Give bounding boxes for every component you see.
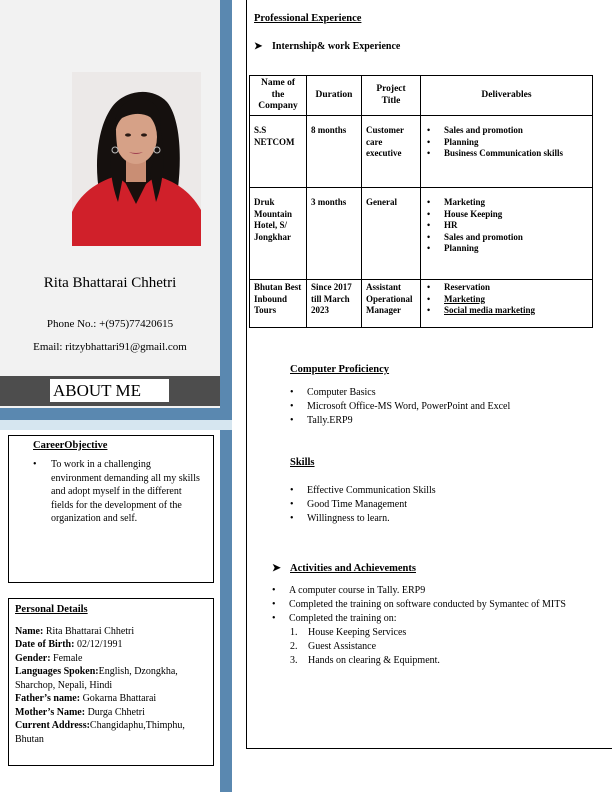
career-objective-text: • To work in a challenging environment demanding all my skills and adopt myself in the different fields for the development of the organization and self. bbox=[33, 458, 203, 526]
personal-row-address: Current Address:Changidaphu,Thimphu, Bhutan bbox=[15, 720, 185, 745]
career-objective-title: CareerObjective bbox=[33, 440, 108, 451]
deliverables-cell bbox=[421, 116, 593, 188]
about-me-heading: ABOUT ME bbox=[50, 379, 169, 402]
training-sublist bbox=[272, 626, 440, 668]
header-deliverables: Deliverables bbox=[421, 76, 593, 116]
table-row bbox=[250, 188, 593, 280]
deliverable-item: • Planning bbox=[439, 137, 588, 149]
list-item: 1. House Keeping Services bbox=[290, 627, 407, 638]
personal-row-father: Father’s name: Gokarna Bhattarai bbox=[15, 693, 157, 704]
list-item: 3. Hands on clearing & Equipment. bbox=[290, 655, 440, 666]
project-cell: Assistant Operational Manager bbox=[362, 280, 421, 328]
table-row bbox=[250, 280, 593, 328]
table-header-row bbox=[250, 76, 593, 116]
project-cell: General bbox=[362, 188, 421, 280]
deliverable-item: • Reservation bbox=[439, 282, 588, 294]
skills-list bbox=[290, 484, 436, 526]
list-item: 2. Guest Assistance bbox=[290, 641, 377, 652]
company-cell: Druk Mountain Hotel, S/ Jongkhar bbox=[250, 188, 307, 280]
list-item: • Good Time Management bbox=[290, 498, 436, 512]
candidate-name: Rita Bhattarai Chhetri bbox=[43, 275, 177, 291]
table-row bbox=[250, 116, 593, 188]
header-project: Project Title bbox=[362, 76, 421, 116]
company-cell: S.S NETCOM bbox=[250, 116, 307, 188]
personal-details-title: Personal Details bbox=[15, 604, 88, 615]
deliverable-item: • Marketing bbox=[439, 294, 588, 306]
header-duration: Duration bbox=[307, 76, 362, 116]
deliverable-item: • HR bbox=[439, 220, 588, 232]
email-address: Email: ritzybhattari91@gmail.com bbox=[33, 341, 187, 353]
list-item: • Tally.ERP9 bbox=[290, 414, 510, 428]
duration-cell: Since 2017 till March 2023 bbox=[307, 280, 362, 328]
project-cell: Customer care executive bbox=[362, 116, 421, 188]
internship-subtitle: ➤ Internship& work Experience bbox=[254, 41, 401, 52]
deliverables-cell bbox=[421, 188, 593, 280]
duration-cell: 3 months bbox=[307, 188, 362, 280]
phone-number: Phone No.: +(975)77420615 bbox=[46, 318, 174, 330]
personal-row-name: Name: Rita Bhattarai Chhetri bbox=[15, 625, 135, 637]
career-objective-box bbox=[8, 435, 214, 583]
personal-row-gender: Gender: Female bbox=[15, 652, 83, 664]
personal-row-languages: Languages Spoken:English, Dzongkha, Sharchop, Nepali, Hindi bbox=[15, 666, 178, 691]
list-item: • Willingness to learn. bbox=[290, 512, 436, 526]
deliverable-item: • Marketing bbox=[439, 197, 588, 209]
skills-title: Skills bbox=[290, 457, 315, 468]
activities-list bbox=[272, 584, 566, 626]
experience-table bbox=[249, 75, 593, 328]
deliverable-item: • Social media marketing bbox=[439, 305, 588, 317]
personal-details-box bbox=[8, 598, 214, 766]
profile-photo bbox=[72, 72, 201, 246]
computer-proficiency-title: Computer Proficiency bbox=[290, 364, 390, 375]
deliverable-item: • Sales and promotion bbox=[439, 232, 588, 244]
arrow-bullet-icon: ➤ bbox=[272, 563, 281, 574]
duration-cell: 8 months bbox=[307, 116, 362, 188]
blue-divider-stripe-lower bbox=[220, 430, 232, 792]
list-item: • Completed the training on: bbox=[272, 612, 566, 626]
professional-experience-title: Professional Experience bbox=[254, 13, 362, 24]
blue-divider-stripe bbox=[220, 0, 232, 420]
deliverable-item: • House Keeping bbox=[439, 209, 588, 221]
arrow-bullet-icon: ➤ bbox=[254, 41, 263, 52]
deliverables-cell bbox=[421, 280, 593, 328]
light-blue-band bbox=[0, 420, 232, 430]
list-item: • Effective Communication Skills bbox=[290, 484, 436, 498]
list-item: • Completed the training on software conducted by Symantec of MITS bbox=[272, 598, 566, 612]
deliverable-item: • Sales and promotion bbox=[439, 125, 588, 137]
computer-proficiency-list bbox=[290, 386, 510, 428]
blue-horizontal-bar bbox=[0, 408, 232, 420]
list-item: • A computer course in Tally. ERP9 bbox=[272, 584, 566, 598]
company-cell: Bhutan Best Inbound Tours bbox=[250, 280, 307, 328]
list-item: • Microsoft Office-MS Word, PowerPoint and Excel bbox=[290, 400, 510, 414]
deliverable-item: • Planning bbox=[439, 243, 588, 255]
deliverable-item: • Business Communication skills bbox=[439, 148, 588, 160]
activities-title-row bbox=[272, 562, 416, 574]
activities-title: Activities and Achievements bbox=[290, 563, 416, 574]
personal-row-dob: Date of Birth: 02/12/1991 bbox=[15, 639, 123, 650]
header-company: Name of the Company bbox=[250, 76, 307, 116]
personal-row-mother: Mother’s Name: Durga Chhetri bbox=[15, 706, 145, 718]
list-item: • Computer Basics bbox=[290, 386, 510, 400]
